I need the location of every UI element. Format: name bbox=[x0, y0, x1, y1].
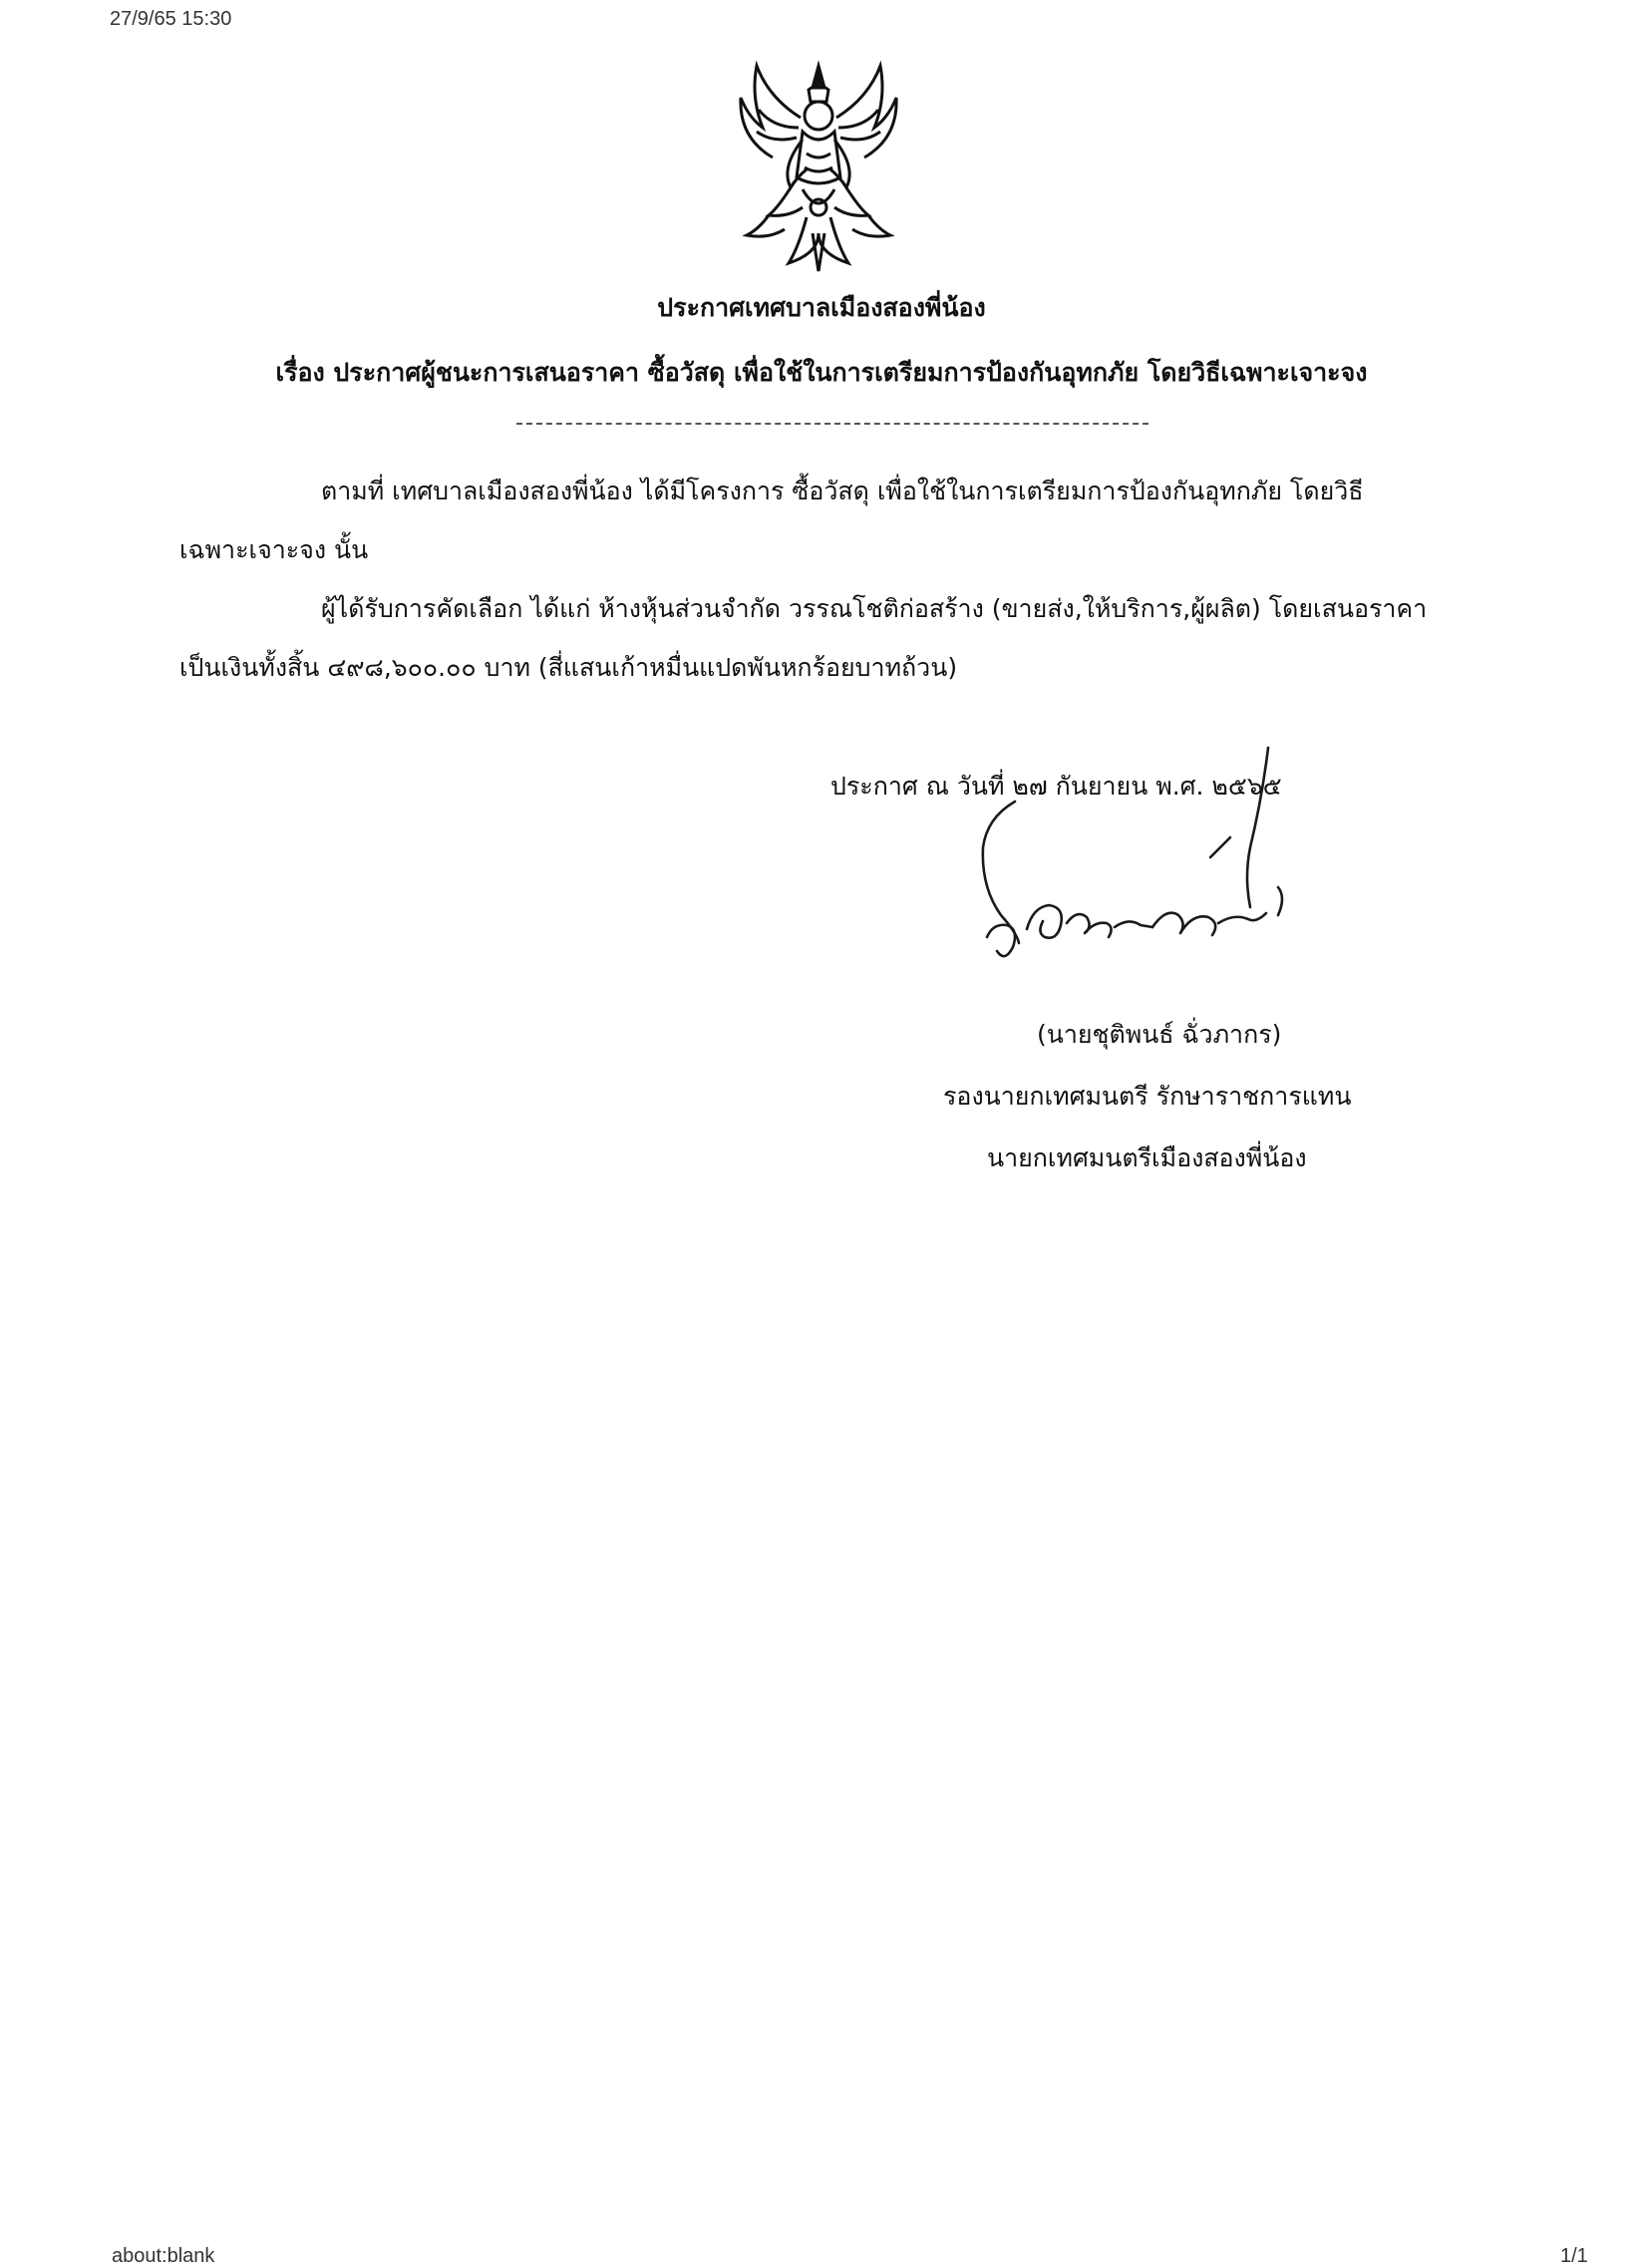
print-page-number: 1/1 bbox=[1560, 2245, 1588, 2267]
signer-position-line-1: รองนายกเทศมนตรี รักษาราชการแทน bbox=[943, 1082, 1352, 1111]
paragraph-2-line-2: เป็นเงินทั้งสิ้น ๔๙๘,๖๐๐.๐๐ บาท (สี่แสนเก้าหมื่นแปดพันหกร้อยบาทถ้วน) bbox=[179, 653, 958, 682]
dashed-divider bbox=[516, 423, 1149, 425]
document-title: ประกาศเทศบาลเมืองสองพี่น้อง bbox=[657, 293, 986, 322]
print-datetime: 27/9/65 15:30 bbox=[110, 8, 232, 30]
announcement-date: ประกาศ ณ วันที่ ๒๗ กันยายน พ.ศ. ๒๕๖๕ bbox=[830, 772, 1282, 801]
paragraph-1-line-1: ตามที่ เทศบาลเมืองสองพี่น้อง ได้มีโครงการ ซื้อวัสดุ เพื่อใช้ในการเตรียมการป้องกันอุทกภัย โดยวิธี bbox=[321, 477, 1364, 505]
signer-position-line-2: นายกเทศมนตรีเมืองสองพี่น้อง bbox=[987, 1143, 1307, 1172]
handwritten-signature bbox=[957, 738, 1316, 997]
print-url: about:blank bbox=[112, 2245, 215, 2267]
paragraph-2-line-1: ผู้ได้รับการคัดเลือก ได้แก่ ห้างหุ้นส่วนจำกัด วรรณโชติก่อสร้าง (ขายส่ง,ให้บริการ,ผู้ผลิต) โดยเสนอราคา bbox=[321, 594, 1428, 623]
document-subject: เรื่อง ประกาศผู้ชนะการเสนอราคา ซื้อวัสดุ เพื่อใช้ในการเตรียมการป้องกันอุทกภัย โดยวิธีเฉพาะเจาะจง bbox=[275, 358, 1368, 387]
garuda-emblem bbox=[729, 58, 908, 277]
signer-name: (นายชุติพนธ์ ฉั่วภากร) bbox=[1037, 1020, 1282, 1049]
paragraph-1-line-2: เฉพาะเจาะจง นั้น bbox=[179, 535, 369, 564]
